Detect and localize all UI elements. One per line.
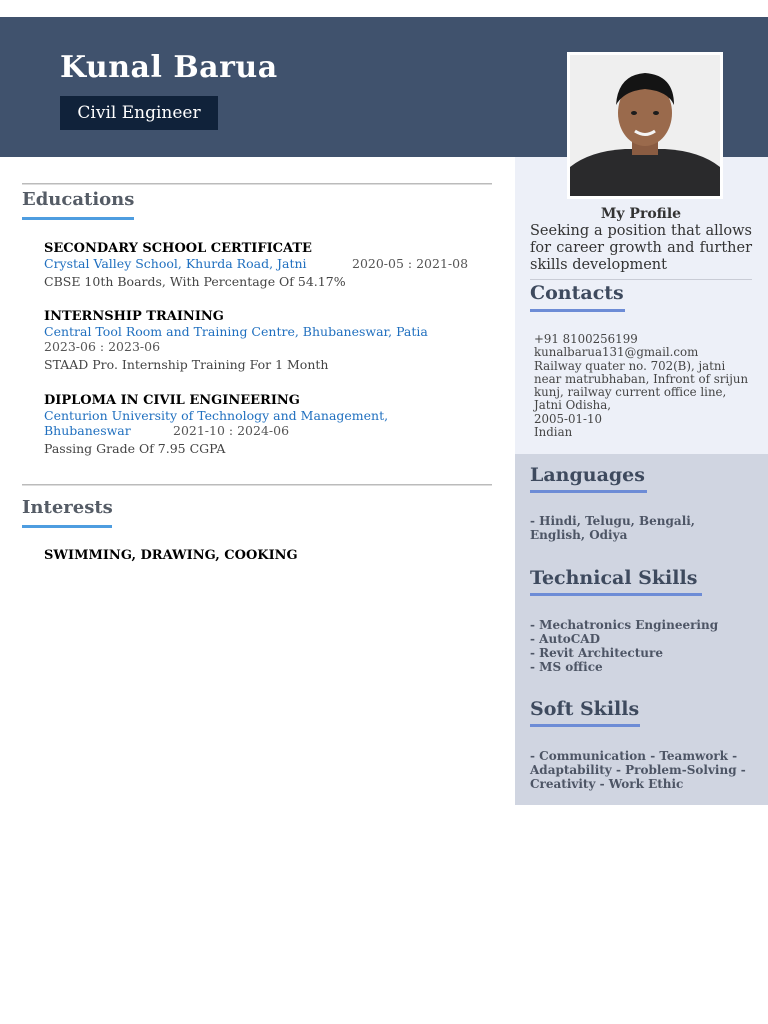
technical-skills-underline (530, 593, 702, 596)
education-description: Passing Grade Of 7.95 CGPA (44, 441, 226, 456)
contact-address: Jatni Odisha, (534, 398, 612, 413)
profile-summary: Seeking a position that allows for career growth and further skills development (530, 223, 752, 273)
profile-divider (530, 279, 752, 280)
languages-line: - Hindi, Telugu, Bengali, (530, 514, 695, 528)
languages-list (530, 514, 750, 542)
education-institution: Centurion University of Technology and Management, (44, 408, 389, 423)
candidate-name: Kunal Barua (60, 50, 278, 85)
contact-phone: +91 8100256199 (534, 332, 638, 346)
section-divider (22, 183, 492, 185)
educations-underline (22, 217, 134, 220)
education-dates: 2020-05 : 2021-08 (352, 256, 469, 271)
education-title: DIPLOMA IN CIVIL ENGINEERING (44, 393, 300, 408)
profile-heading: My Profile (600, 206, 682, 222)
technical-skills-heading: Technical Skills (530, 567, 698, 589)
skill-item: - Revit Architecture (530, 646, 663, 660)
languages-line: English, Odiya (530, 528, 628, 542)
languages-heading: Languages (530, 464, 645, 486)
languages-underline (530, 490, 647, 493)
contact-dob: 2005-01-10 (534, 411, 603, 426)
education-description: CBSE 10th Boards, With Percentage Of 54.17% (44, 274, 346, 289)
skill-item: - Mechatronics Engineering (530, 618, 719, 632)
contact-email: kunalbarua131@gmail.com (534, 345, 699, 360)
soft-skills-underline (530, 724, 640, 727)
education-institution: Central Tool Room and Training Centre, Bhubaneswar, Patia (44, 324, 428, 339)
education-dates: 2021-10 : 2024-06 (173, 423, 290, 438)
soft-skills-line: - Communication - Teamwork - (530, 749, 738, 763)
person-photo-icon (570, 55, 720, 196)
interests-underline (22, 525, 112, 528)
education-title: INTERNSHIP TRAINING (44, 309, 224, 324)
soft-skills-line: Adaptability - Problem-Solving - (530, 763, 746, 777)
contact-address: near matrubhaban, Infront of srijun (534, 371, 749, 386)
education-institution: Crystal Valley School, Khurda Road, Jatni (44, 256, 307, 271)
skill-item: - MS office (530, 660, 603, 674)
soft-skills-list (530, 749, 750, 791)
interests-list: SWIMMING, DRAWING, COOKING (44, 548, 298, 563)
interests-heading: Interests (22, 497, 113, 518)
technical-skills-list (530, 618, 750, 674)
contacts-underline (530, 309, 625, 312)
soft-skills-heading: Soft Skills (530, 698, 640, 720)
contacts-heading: Contacts (530, 282, 624, 304)
contact-details (534, 333, 754, 439)
contact-address: kunj, railway current office line, (534, 385, 727, 400)
education-description: STAAD Pro. Internship Training For 1 Month (44, 357, 329, 372)
job-title-badge: Civil Engineer (60, 96, 218, 130)
soft-skills-line: Creativity - Work Ethic (530, 777, 684, 791)
education-dates: 2023-06 : 2023-06 (44, 339, 161, 354)
education-institution-continued: Bhubaneswar (44, 423, 131, 438)
educations-heading: Educations (22, 189, 135, 210)
skill-item: - AutoCAD (530, 632, 601, 646)
education-title: SECONDARY SCHOOL CERTIFICATE (44, 241, 312, 256)
section-divider (22, 484, 492, 486)
profile-photo (567, 52, 723, 199)
contact-address: Railway quater no. 702(B), jatni (534, 358, 726, 373)
contact-nationality: Indian (534, 425, 573, 440)
